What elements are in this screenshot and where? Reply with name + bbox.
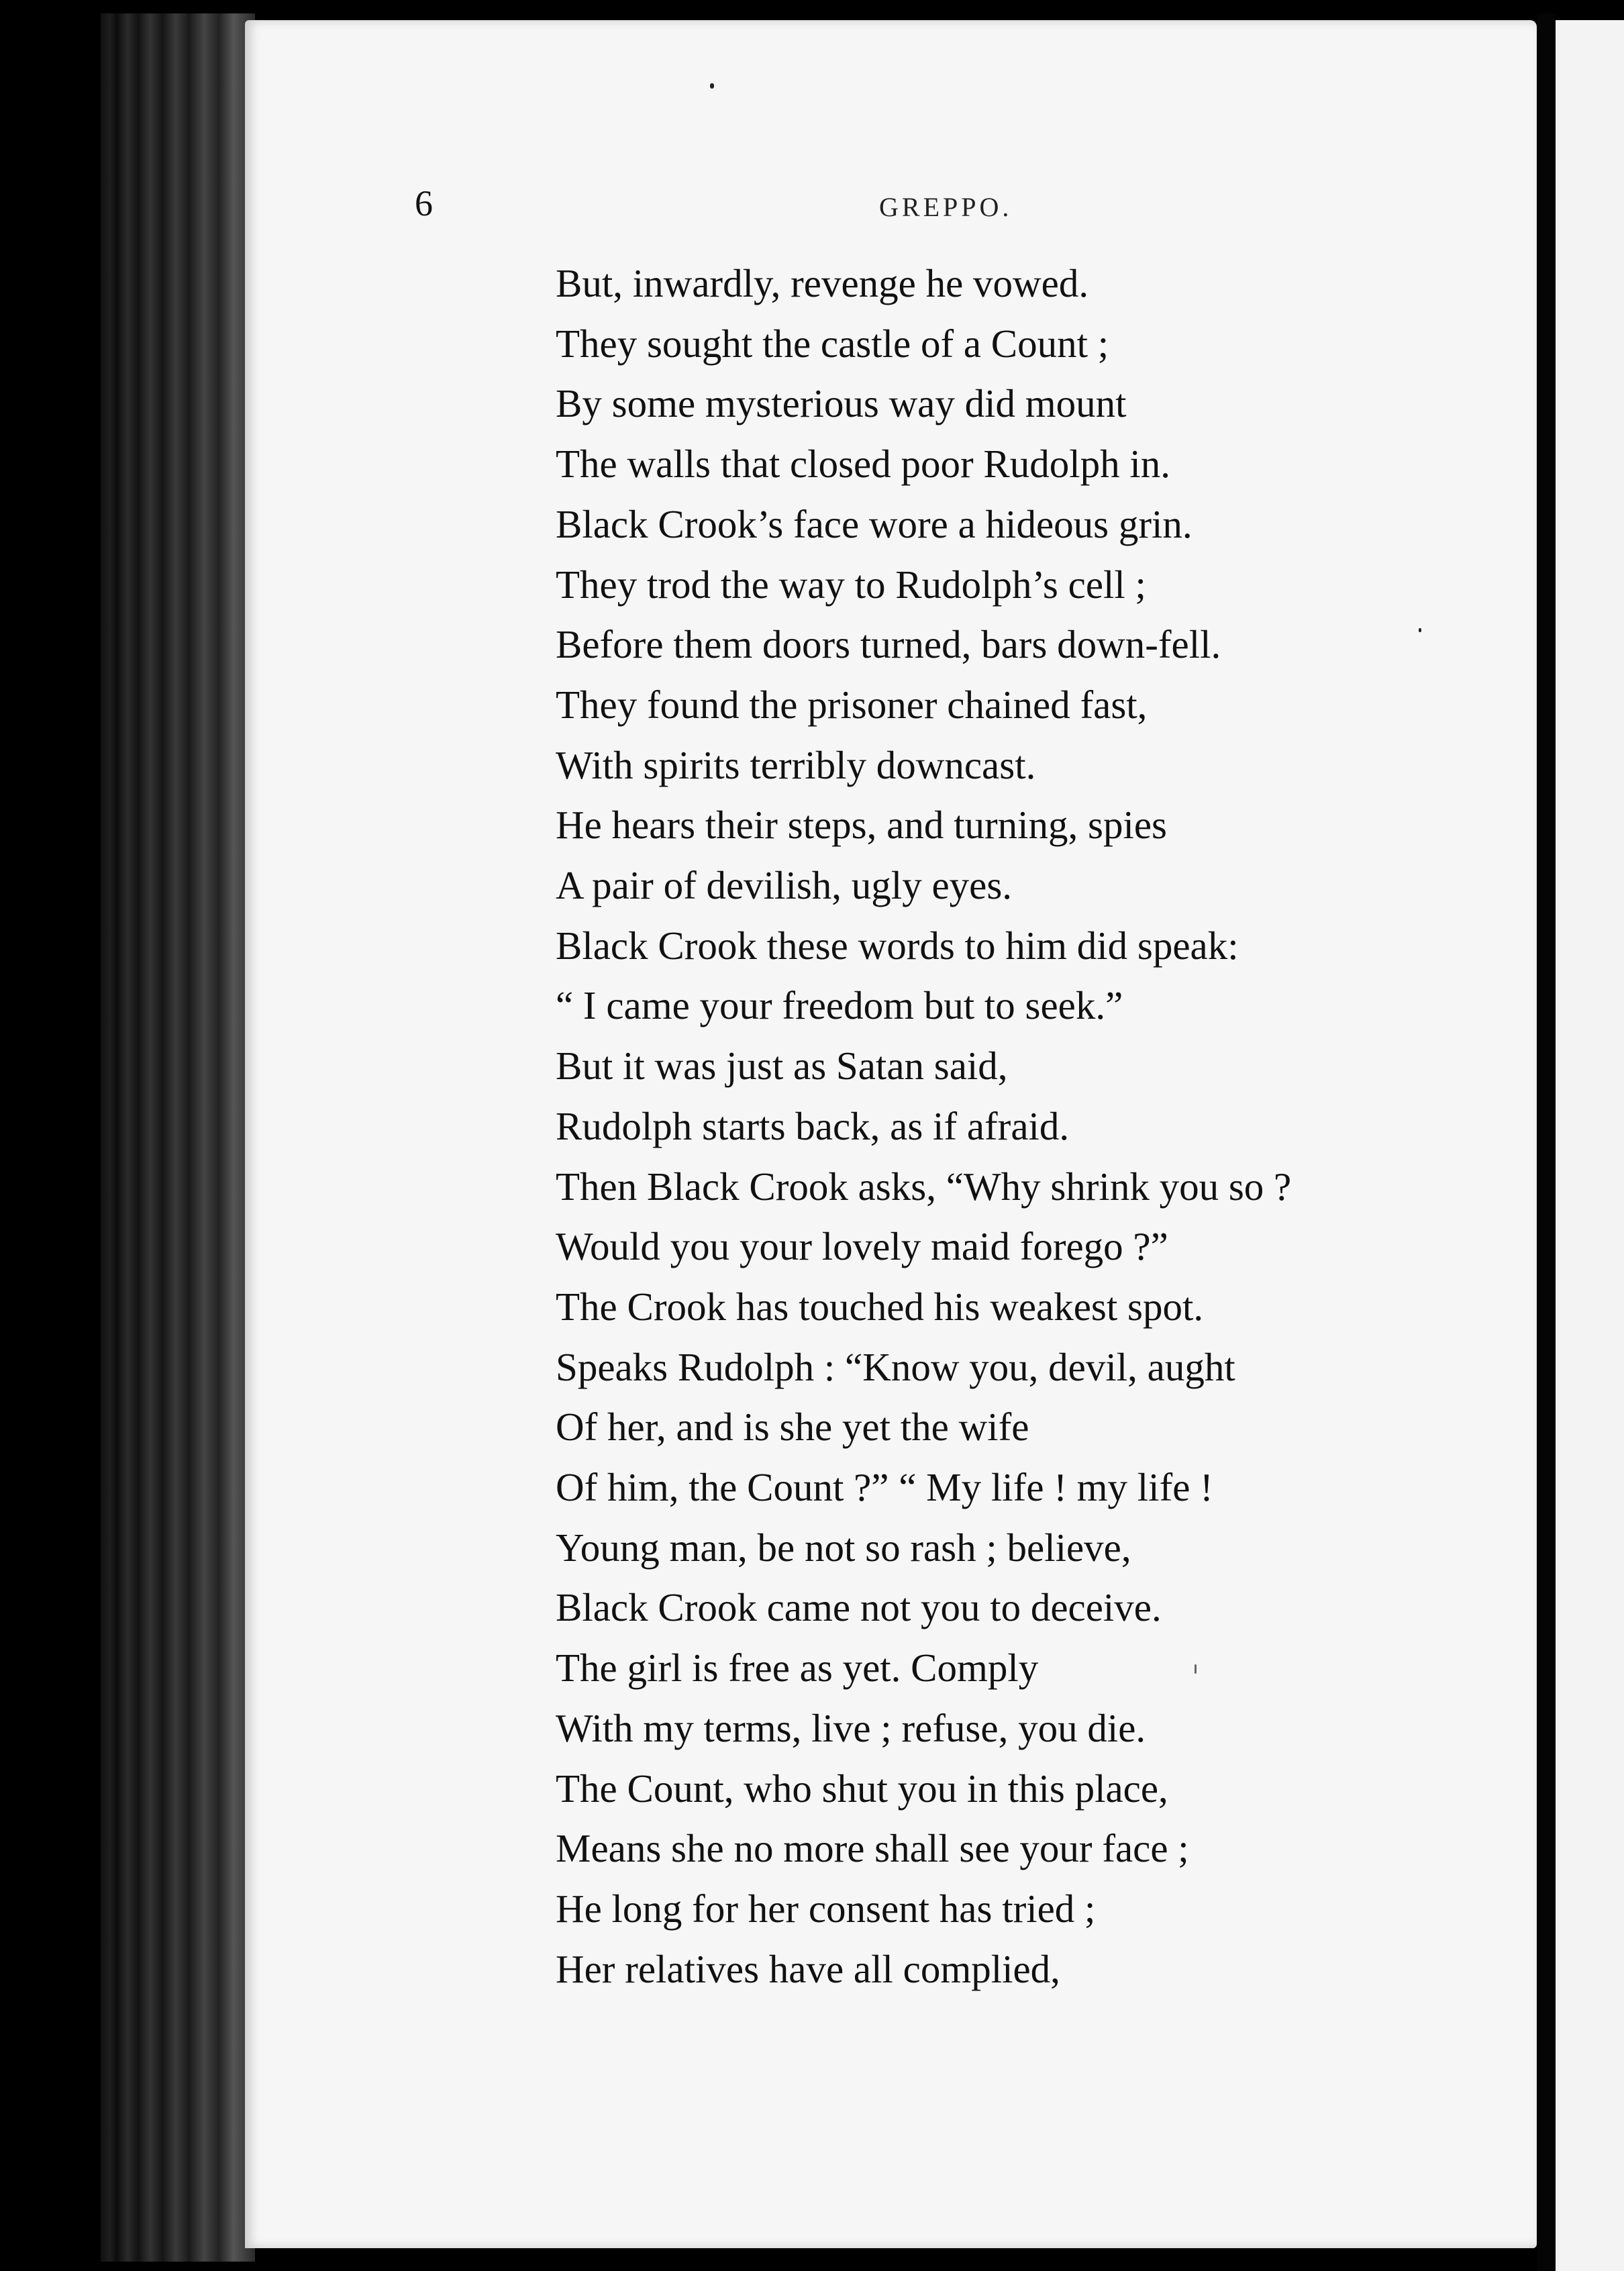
poem-line: Black Crook came not you to deceive. (556, 1585, 1162, 1630)
poem-line: By some mysterious way did mount (556, 381, 1127, 426)
poem-line: They trod the way to Rudolph’s cell ; (556, 562, 1146, 607)
poem-line: Means she no more shall see your face ; (556, 1826, 1189, 1871)
poem-line: The girl is free as yet. Comply (556, 1646, 1039, 1690)
poem-line: But it was just as Satan said, (556, 1044, 1008, 1089)
poem-line: Young man, be not so rash ; believe, (556, 1525, 1131, 1570)
page-number: 6 (415, 183, 433, 223)
poem-line: Rudolph starts back, as if afraid. (556, 1103, 1070, 1148)
poem-line: Of her, and is she yet the wife (556, 1405, 1029, 1450)
poem-line: The walls that closed poor Rudolph in. (556, 442, 1170, 487)
poem-line: Black Crook these words to him did speak: (556, 923, 1239, 968)
poem-line: Then Black Crook asks, “Why shrink you so ? (556, 1164, 1292, 1209)
poem-line: But, inwardly, revenge he vowed. (556, 261, 1089, 305)
poem-text (556, 254, 1291, 1999)
book-gutter-shadow (1537, 13, 1556, 2271)
dust-speck (710, 83, 714, 89)
poem-line: He hears their steps, and turning, spies (556, 803, 1168, 848)
poem-line: They sought the castle of a Count ; (556, 321, 1109, 366)
poem-line: Would you your lovely maid forego ?” (556, 1224, 1168, 1269)
poem-line: Speaks Rudolph : “Know you, devil, aught (556, 1344, 1235, 1389)
poem-line: With spirits terribly downcast. (556, 742, 1036, 787)
poem-line: The Count, who shut you in this place, (556, 1766, 1168, 1811)
poem-line: Her relatives have all complied, (556, 1946, 1060, 1991)
facing-page-edge (1556, 20, 1624, 2271)
poem-line: The Crook has touched his weakest spot. (556, 1284, 1204, 1329)
poem-line: Of him, the Count ?” “ My life ! my life ! (556, 1465, 1213, 1510)
poem-line: He long for her consent has tried ; (556, 1886, 1096, 1931)
book-page-edges (101, 13, 255, 2262)
poem-line: Black Crook’s face wore a hideous grin. (556, 501, 1192, 546)
poem-line: Before them doors turned, bars down-fell. (556, 622, 1221, 667)
poem-line: With my terms, live ; refuse, you die. (556, 1705, 1146, 1750)
running-head: GREPPO. (879, 192, 1013, 222)
dust-speck (1419, 628, 1421, 632)
poem-line: They found the prisoner chained fast, (556, 682, 1148, 727)
poem-line: “ I came your freedom but to seek.” (556, 983, 1123, 1028)
poem-line: A pair of devilish, ugly eyes. (556, 863, 1013, 908)
